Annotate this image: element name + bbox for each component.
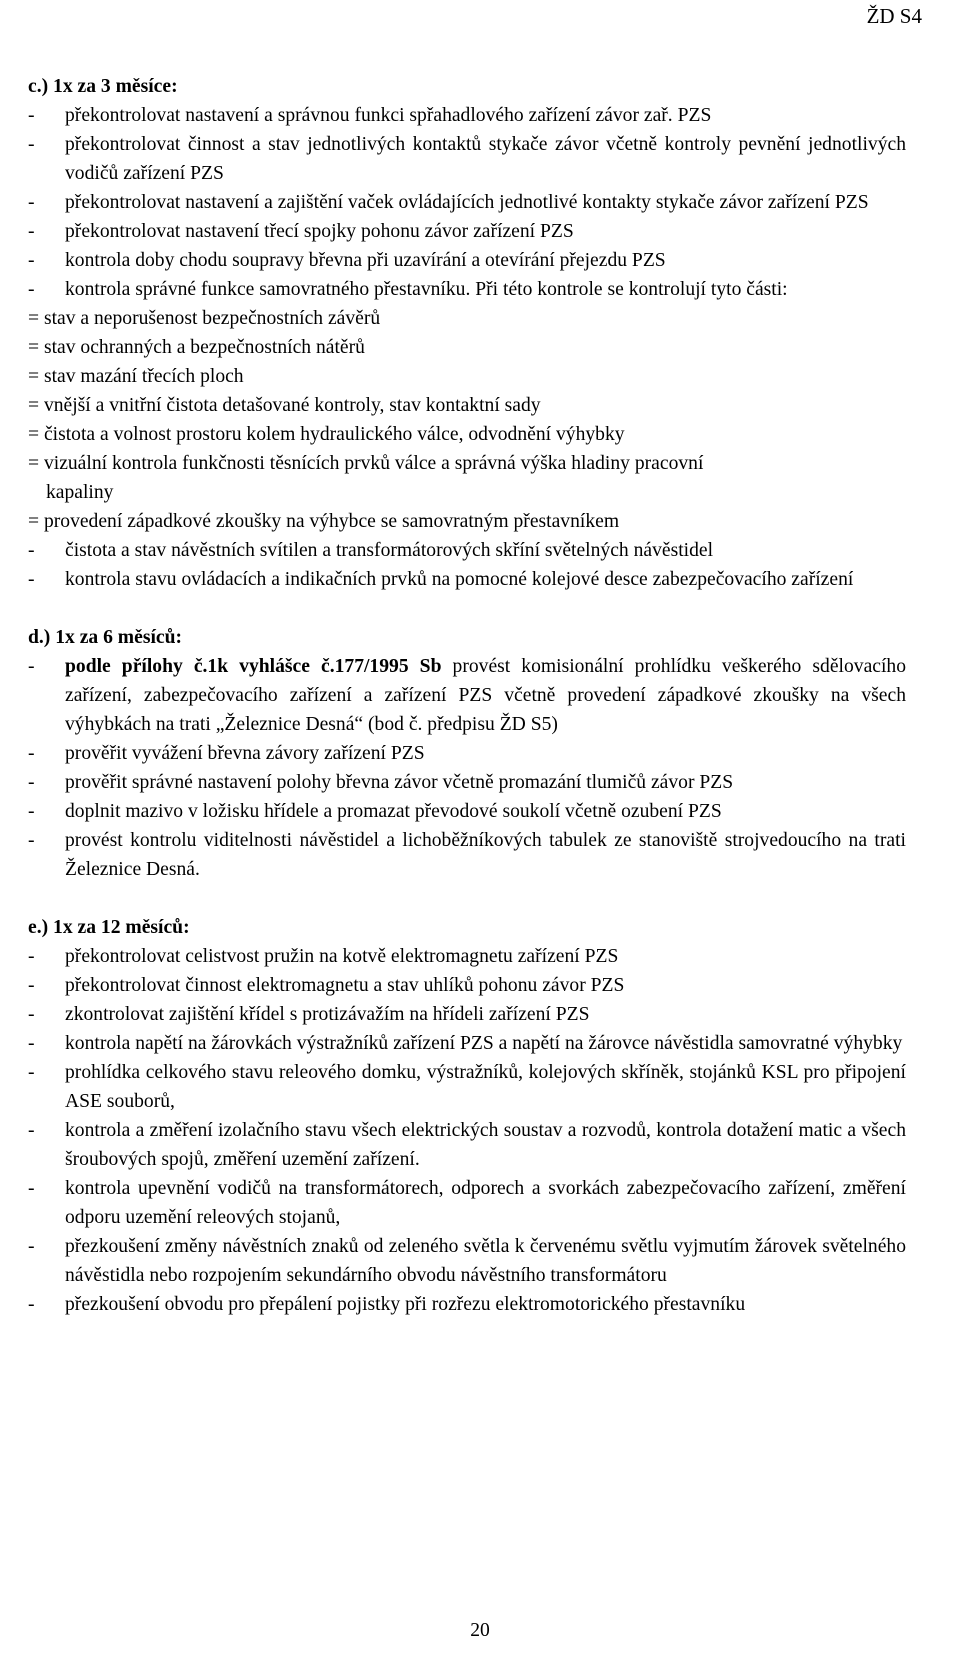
list-item: - prověřit vyvážení břevna závory zařízení PZS	[28, 743, 425, 764]
list-item: - překontrolovat nastavení a správnou funkci spřahadlového zařízení závor zař. PZS	[28, 105, 712, 126]
list-item: - prohlídka celkového stavu releového domku, výstražníků, kolejových skříněk, stojánků KSL pro připojení ASE souborů,	[28, 1062, 906, 1112]
section-c-heading: c.) 1x za 3 měsíce:	[28, 76, 178, 97]
check-item: = stav ochranných a bezpečnostních nátěrů	[28, 337, 365, 358]
check-item: = vnější a vnitřní čistota detašované kontroly, stav kontaktní sady	[28, 395, 541, 416]
section-d-heading: d.) 1x za 6 měsíců:	[28, 627, 183, 648]
check-item: = stav a neporušenost bezpečnostních závěrů	[28, 308, 381, 329]
list-item: - kontrola a změření izolačního stavu všech elektrických soustav a rozvodů, kontrola dotažení matic a všech šroubových spojů, změření uzemění zařízení.	[28, 1120, 906, 1170]
check-item: = stav mazání třecích ploch	[28, 366, 244, 387]
document-body	[28, 72, 906, 1319]
list-item: - čistota a stav návěstních svítilen a transformátorových skříní světelných návěstidel	[28, 540, 714, 561]
check-item: = provedení západkové zkoušky na výhybce se samovratným přestavníkem	[28, 511, 620, 532]
document-id: ŽD S4	[866, 4, 922, 28]
list-item: - kontrola upevnění vodičů na transformátorech, odporech a svorkách zabezpečovacího zařízení, změření odporu uzemění releových stojanů,	[28, 1178, 906, 1228]
list-item: - překontrolovat nastavení třecí spojky pohonu závor zařízení PZS	[28, 221, 574, 242]
list-item: - prověřit správné nastavení polohy břevna závor včetně promazání tlumičů závor PZS	[28, 772, 734, 793]
list-item: - překontrolovat nastavení a zajištění vaček ovládajících jednotlivé kontakty stykače závor zařízení PZS	[28, 192, 869, 213]
page-number: 20	[470, 1620, 490, 1641]
list-item: - podle přílohy č.1k vyhlášce č.177/1995 Sb provést komisionální prohlídku veškerého sdělovacího zařízení, zabezpečovacího zařízení a zařízení PZS včetně provedení západkové zkoušky na všech výhybkách na trati „Železnice Desná“ (bod č. předpisu ŽD S5)	[28, 656, 907, 735]
list-item: - kontrola napětí na žárovkách výstražníků zařízení PZS a napětí na žárovce návěstidla samovratné výhybky	[28, 1033, 903, 1054]
list-item: - provést kontrolu viditelnosti návěstidel a lichoběžníkových tabulek ze stanoviště strojvedoucího na trati Železnice Desná.	[28, 830, 906, 880]
list-item: - překontrolovat činnost a stav jednotlivých kontaktů stykače závor včetně kontroly pevnění jednotlivých vodičů zařízení PZS	[28, 134, 906, 184]
check-item: = čistota a volnost prostoru kolem hydraulického válce, odvodnění výhybky	[28, 424, 625, 445]
list-item: - přezkoušení obvodu pro přepálení pojistky při rozřezu elektromotorického přestavníku	[28, 1294, 746, 1315]
section-e-heading: e.) 1x za 12 měsíců:	[28, 917, 190, 938]
list-item: - překontrolovat celistvost pružin na kotvě elektromagnetu zařízení PZS	[28, 946, 619, 967]
list-item: - kontrola doby chodu soupravy břevna při uzavírání a otevírání přejezdu PZS	[28, 250, 666, 271]
check-item	[28, 449, 906, 507]
list-item: - překontrolovat činnost elektromagnetu a stav uhlíků pohonu závor PZS	[28, 975, 625, 996]
list-item: - doplnit mazivo v ložisku hřídele a promazat převodové soukolí včetně ozubení PZS	[28, 801, 722, 822]
check-item-continuation: kapaliny	[46, 482, 114, 503]
regulation-number: 177/1995 Sb	[334, 656, 442, 677]
list-item: - zkontrolovat zajištění křídel s protizávažím na hřídeli zařízení PZS	[28, 1004, 590, 1025]
list-item: - kontrola stavu ovládacích a indikačních prvků na pomocné kolejové desce zabezpečovacího zařízení	[28, 569, 854, 590]
list-item: - přezkoušení změny návěstních znaků od zeleného světla k červenému světlu vyjmutím žárovek světelného návěstidla nebo rozpojením sekundárního obvodu návěstního transformátoru	[28, 1236, 906, 1286]
regulation-reference: podle přílohy č.1k vyhlášce č.	[65, 656, 335, 677]
list-item: - kontrola správné funkce samovratného přestavníku. Při této kontrole se kontrolují tyto části:	[28, 279, 788, 300]
check-item-text: = vizuální kontrola funkčnosti těsnících prvků válce a správná výška hladiny pracovní	[28, 453, 704, 474]
